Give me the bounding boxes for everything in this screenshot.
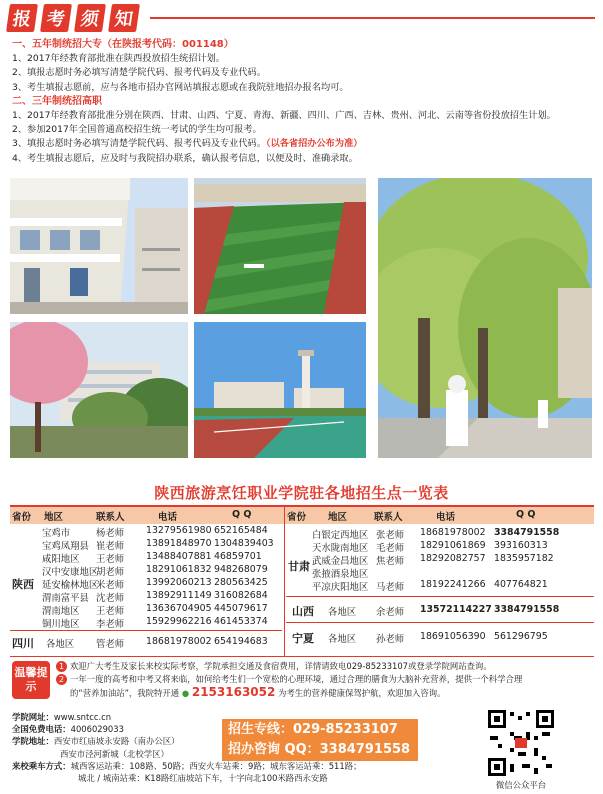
section1-item: 2、填报志愿时务必填写清楚学院代码、报考代码及专业代码。	[12, 67, 266, 79]
col-header: 电话	[158, 512, 178, 523]
province-shaanxi: 陕西	[12, 578, 34, 591]
col-header: 联系人	[96, 512, 125, 523]
qq-cell: 280563425	[214, 577, 268, 588]
section2-item	[12, 137, 597, 151]
section1-item: 3、考生填报志愿前，应与各地市招办官网站填报志愿或在我院驻地招办报名均可。	[12, 81, 349, 93]
hotline-number: 4006029033	[70, 724, 124, 735]
col-header: Q Q	[516, 509, 536, 520]
tip-item-2	[56, 673, 596, 686]
contact-cell: 马老师	[376, 582, 405, 593]
campus-photo-blossom	[10, 322, 188, 458]
tip-item-2-text-c: 为考生的营养健康保驾护航，欢迎加入咨询。	[278, 688, 446, 698]
area-cell: 武威金昌地区	[312, 556, 369, 567]
phone-cell: 13892911149	[146, 590, 212, 601]
table-divider	[286, 596, 594, 597]
qq-cell: 407764821	[494, 579, 548, 590]
phone-cell: 15929962216	[146, 616, 212, 627]
area-cell: 白银定西地区	[312, 530, 369, 541]
phone-cell: 18291061869	[420, 540, 486, 551]
province-gansu: 甘肃	[288, 560, 310, 573]
notice-title-char: 知	[108, 4, 140, 32]
contact-cell: 余老师	[376, 607, 405, 618]
contact-cell: 管老师	[96, 639, 125, 650]
area-cell: 汉中安康地区	[42, 567, 99, 578]
area-cell: 宝鸡凤翔县	[42, 541, 89, 552]
address-line-2: 西安市泾河新城（北校学区）	[60, 748, 169, 759]
col-header: 电话	[436, 512, 456, 523]
contact-cell: 胡老师	[96, 567, 125, 578]
notice-body	[12, 38, 597, 166]
recruitment-table	[10, 505, 594, 655]
section2-item: 2、参加2017年全国普通高校招生统一考试的学生均可报考。	[12, 124, 262, 136]
contact-cell: 焦老师	[376, 556, 405, 567]
area-cell: 平凉庆阳地区	[312, 582, 369, 593]
table-divider	[10, 630, 282, 631]
wechat-qr-code[interactable]	[486, 708, 556, 778]
section1-heading	[12, 38, 597, 52]
campus-photo-track	[194, 322, 366, 458]
col-header: 地区	[44, 512, 64, 523]
address-label: 学院地址：	[12, 736, 54, 747]
qq-cell: 652165484	[214, 525, 268, 536]
recruitment-list-title: 陕西旅游烹饪职业学院驻各地招生点一览表	[154, 484, 449, 502]
bus-line-1: 城西客运站乘：108路、50路；西安火车站乘：9路；城东客运站乘：511路；	[70, 760, 362, 771]
qq-cell: 46859701	[214, 551, 262, 562]
section1-code: 001148	[182, 39, 224, 50]
notice-title-rule	[150, 17, 595, 19]
qq-cell: 445079617	[214, 603, 268, 614]
area-cell: 张掖酒泉地区	[312, 569, 369, 580]
qq-cell: 561296795	[494, 631, 548, 642]
area-cell: 各地区	[328, 634, 357, 645]
qq-cell: 393160313	[494, 540, 548, 551]
qq-cell: 3384791558	[494, 527, 560, 538]
tip-item-1	[56, 660, 596, 673]
qq-cell: 3384791558	[494, 604, 560, 615]
qq-cell: 461453374	[214, 616, 268, 627]
tip-item-2-cont	[56, 686, 596, 700]
section2-item3-text: 3、填报志愿时务必填写清楚学院代码、报考代码及专业代码。	[12, 138, 266, 150]
website-link[interactable]: www.sntcc.cn	[53, 712, 112, 722]
province-sichuan: 四川	[12, 637, 34, 650]
tip-item-1-text: 欢迎广大考生及家长来校实际考察，学院承担交通及食宿费用，详情请致电029-85233107或登录学院网站查询。	[70, 661, 492, 671]
phone-cell: 13572114227	[420, 604, 492, 615]
table-divider	[286, 622, 594, 623]
qq-penguin-icon: ●	[181, 688, 190, 698]
contact-cell: 毛老师	[376, 543, 405, 554]
section1-item: 1、2017年经教育部批准在陕西投放招生统招计划。	[12, 53, 225, 65]
table-body	[10, 524, 594, 657]
notice-title-char: 考	[40, 4, 72, 32]
warm-tip-badge: 温馨提示	[12, 661, 50, 699]
phone-cell: 13891848970	[146, 538, 212, 549]
number-one-icon: 1	[56, 661, 67, 672]
area-cell: 各地区	[328, 607, 357, 618]
area-cell: 宝鸡市	[42, 528, 71, 539]
area-cell: 渭南富平县	[42, 593, 89, 604]
address-line-1: 西安市红庙坡永安路（南办公区）	[53, 736, 180, 747]
campus-photo-willow	[378, 178, 592, 458]
campus-photo-stadium	[194, 178, 366, 314]
tip-item-2-text-a: 一年一度的高考和中考又将来临，如何给考生们一个宽松的心理环境，通过合理的膳食为大脑补充营养，提供一个科学合理	[70, 674, 523, 684]
col-header: 省份	[287, 512, 307, 523]
number-two-icon: 2	[56, 674, 67, 685]
contact-cell: 王老师	[96, 554, 125, 565]
section1-title-end: ）	[223, 39, 234, 50]
phone-cell: 13488407881	[146, 551, 212, 562]
area-cell: 咸阳地区	[42, 554, 80, 565]
contact-cell: 沈老师	[96, 593, 125, 604]
contact-cell: 孙老师	[376, 634, 405, 645]
table-bottom-rule	[10, 656, 594, 657]
qq-cell: 1304839403	[214, 538, 274, 549]
contact-cell: 张老师	[376, 530, 405, 541]
province-ningxia: 宁夏	[292, 632, 314, 645]
hotline-label: 全国免费电话：	[12, 724, 71, 735]
contact-cell: 崔老师	[96, 541, 125, 552]
contact-cell: 米老师	[96, 580, 125, 591]
bus-line-2: 城北 / 城南站乘：K18路红庙坡站下车，十字向北100米路西永安路	[78, 773, 328, 784]
bus-label: 来校乘车方式：	[12, 760, 71, 771]
qq-cell: 948268079	[214, 564, 268, 575]
phone-cell: 13279561980	[146, 525, 212, 536]
phone-cell: 13636704905	[146, 603, 212, 614]
contact-cell: 王老师	[96, 606, 125, 617]
phone-cell: 13992060213	[146, 577, 212, 588]
province-shanxi: 山西	[292, 605, 314, 618]
footer-bus	[12, 760, 442, 772]
admission-qq: 招办咨询 QQ：3384791558	[228, 742, 411, 757]
area-cell: 铜川地区	[42, 619, 80, 630]
phone-cell: 18691056390	[420, 631, 486, 642]
notice-title-char: 报	[6, 4, 38, 32]
qq-cell: 654194683	[214, 636, 268, 647]
section2-item: 4、考生填报志愿后，应及时与我院招办联系，确认报考信息，以便及时、准确录取。	[12, 152, 358, 164]
admission-hotline-box	[222, 719, 418, 761]
phone-cell: 18681978002	[420, 527, 486, 538]
section2-item3-highlight: （以各省招办公布为准）	[265, 138, 363, 150]
area-cell: 各地区	[46, 639, 75, 650]
qq-cell: 316082684	[214, 590, 268, 601]
section2-heading: 二、三年制统招高职	[12, 95, 102, 107]
area-cell: 延安榆林地区	[42, 580, 99, 591]
tip-item-2-text-b: 的“营养加油站”，我院特开通	[70, 688, 180, 698]
contact-cell: 李老师	[96, 619, 125, 630]
wechat-platform-label: 微信公众平台	[495, 780, 547, 790]
tip-qq-number: 2153163052	[191, 685, 276, 699]
campus-photo-building	[10, 178, 188, 314]
website-label: 学院网址：	[12, 712, 54, 722]
area-cell: 渭南地区	[42, 606, 80, 617]
phone-cell: 18292082757	[420, 553, 486, 564]
notice-title-char: 须	[74, 4, 106, 32]
section2-item: 1、2017年经教育部批准分别在陕西、甘肃、山西、宁夏、青海、新疆、四川、广西、吉林、贵州、河北、云南等省份投放招生计划。	[12, 110, 556, 122]
footer-bus-2	[12, 772, 442, 784]
phone-cell: 18291061832	[146, 564, 212, 575]
qq-cell: 1835957182	[494, 553, 554, 564]
col-header: 联系人	[374, 512, 403, 523]
section1-title: 一、五年制统招大专（在陕报考代码：	[12, 39, 182, 50]
table-center-divider	[284, 507, 285, 657]
admission-hotline: 招生专线：029-85233107	[228, 722, 398, 737]
notice-title	[8, 4, 138, 32]
col-header: 省份	[12, 512, 32, 523]
phone-cell: 18681978002	[146, 636, 212, 647]
contact-cell: 杨老师	[96, 528, 125, 539]
col-header: Q Q	[232, 509, 252, 520]
area-cell: 天水陇南地区	[312, 543, 369, 554]
table-header	[10, 507, 594, 524]
phone-cell: 18192241266	[420, 579, 486, 590]
warm-tip-text	[56, 660, 596, 700]
col-header: 地区	[328, 512, 348, 523]
